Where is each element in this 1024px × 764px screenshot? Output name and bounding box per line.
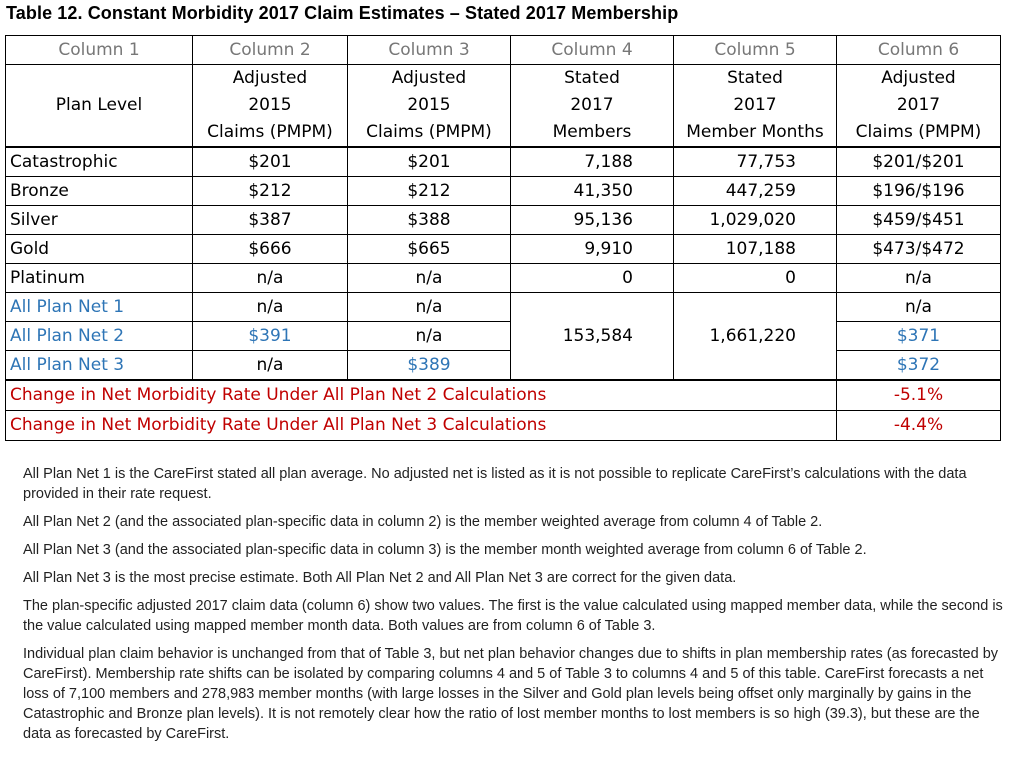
net-row [6, 293, 1001, 322]
net-plan-label: All Plan Net 3 [6, 351, 193, 381]
header-adjusted-2017-claims: Adjusted 2017 Claims (PMPM) [837, 65, 1001, 148]
cell: 7,188 [511, 147, 674, 177]
change-row [6, 411, 1001, 441]
cell: 0 [674, 264, 837, 293]
cell: 107,188 [674, 235, 837, 264]
header-stated-2017-members: Stated 2017 Members [511, 65, 674, 148]
note-paragraph: All Plan Net 1 is the CareFirst stated all plan average. No adjusted net is listed as it is not possible to replicate CareFirst’s calculations with the data provided in their rate request. [23, 466, 967, 502]
cell: $388 [348, 206, 511, 235]
cell: n/a [348, 264, 511, 293]
note-paragraph: All Plan Net 3 (and the associated plan-specific data in column 3) is the member month weighted average from column 6 of Table 2. [23, 542, 867, 558]
change-row [6, 380, 1001, 411]
net-row [6, 351, 1001, 381]
table-row [6, 177, 1001, 206]
plan-level: Platinum [6, 264, 193, 293]
cell: $665 [348, 235, 511, 264]
table-row [6, 235, 1001, 264]
cell: n/a [193, 351, 348, 381]
cell: $372 [837, 351, 1001, 381]
plan-level: Catastrophic [6, 147, 193, 177]
cell: 77,753 [674, 147, 837, 177]
cell: $389 [348, 351, 511, 381]
column-label: Column 3 [348, 36, 511, 65]
cell: $387 [193, 206, 348, 235]
cell: 447,259 [674, 177, 837, 206]
note-paragraph: All Plan Net 2 (and the associated plan-specific data in column 2) is the member weighted average from column 4 of Table 2. [23, 514, 823, 530]
change-value: -5.1% [837, 380, 1001, 411]
net-total-member-months: 1,661,220 [674, 293, 837, 381]
column-label: Column 1 [6, 36, 193, 65]
cell: $212 [348, 177, 511, 206]
cell: $371 [837, 322, 1001, 351]
cell: n/a [348, 293, 511, 322]
table-title: Table 12. Constant Morbidity 2017 Claim Estimates – Stated 2017 Membership [6, 3, 679, 23]
table-row [6, 264, 1001, 293]
header-adjusted-2015-claims: Adjusted 2015 Claims (PMPM) [348, 65, 511, 148]
cell: n/a [837, 293, 1001, 322]
cell: 9,910 [511, 235, 674, 264]
header-plan-level: Plan Level [6, 65, 193, 148]
header-row [6, 65, 1001, 148]
cell: $212 [193, 177, 348, 206]
cell: $666 [193, 235, 348, 264]
column-label: Column 6 [837, 36, 1001, 65]
column-number-row [6, 36, 1001, 65]
plan-level: Bronze [6, 177, 193, 206]
change-label: Change in Net Morbidity Rate Under All Plan Net 2 Calculations [6, 380, 837, 411]
cell: $201 [193, 147, 348, 177]
net-plan-label: All Plan Net 2 [6, 322, 193, 351]
cell: 1,029,020 [674, 206, 837, 235]
change-label: Change in Net Morbidity Rate Under All Plan Net 3 Calculations [6, 411, 837, 441]
net-total-members: 153,584 [511, 293, 674, 381]
plan-level: Silver [6, 206, 193, 235]
cell: n/a [348, 322, 511, 351]
net-row [6, 322, 1001, 351]
net-plan-label: All Plan Net 1 [6, 293, 193, 322]
column-label: Column 2 [193, 36, 348, 65]
plan-level: Gold [6, 235, 193, 264]
cell: $201 [348, 147, 511, 177]
table-row [6, 206, 1001, 235]
note-paragraph: All Plan Net 3 is the most precise estimate. Both All Plan Net 2 and All Plan Net 3 are correct for the given data. [23, 570, 737, 586]
column-label: Column 5 [674, 36, 837, 65]
cell: n/a [193, 293, 348, 322]
cell: $196/$196 [837, 177, 1001, 206]
header-adjusted-2015-claims: Adjusted 2015 Claims (PMPM) [193, 65, 348, 148]
cell: $201/$201 [837, 147, 1001, 177]
claims-table [5, 35, 1001, 441]
table-notes [23, 464, 1003, 752]
cell: 41,350 [511, 177, 674, 206]
cell: n/a [837, 264, 1001, 293]
cell: $459/$451 [837, 206, 1001, 235]
cell: $391 [193, 322, 348, 351]
cell: 95,136 [511, 206, 674, 235]
note-paragraph: The plan-specific adjusted 2017 claim data (column 6) show two values. The first is the value calculated using mapped member data, while the second is the value calculated using mapped member month data. Both values are from column 6 of Table 3. [23, 598, 1003, 634]
note-paragraph: Individual plan claim behavior is unchanged from that of Table 3, but net plan behavior changes due to shifts in plan membership rates (as forecasted by CareFirst). Membership rate shifts can be isolated by comparing columns 4 and 5 of Table 3 to columns 4 and 5 of this table. CareFirst forecasts a net loss of 7,100 members and 278,983 member months (with large losses in the Silver and Gold plan levels being offset only marginally by gains in the Catastrophic and Bronze plan levels). It is not remotely clear how the ratio of lost member months to lost members is so high (39.3), but these are the data as forecasted by CareFirst. [23, 646, 999, 742]
table-row [6, 147, 1001, 177]
cell: $473/$472 [837, 235, 1001, 264]
cell: 0 [511, 264, 674, 293]
column-label: Column 4 [511, 36, 674, 65]
change-value: -4.4% [837, 411, 1001, 441]
cell: n/a [193, 264, 348, 293]
header-stated-2017-member-months: Stated 2017 Member Months [674, 65, 837, 148]
